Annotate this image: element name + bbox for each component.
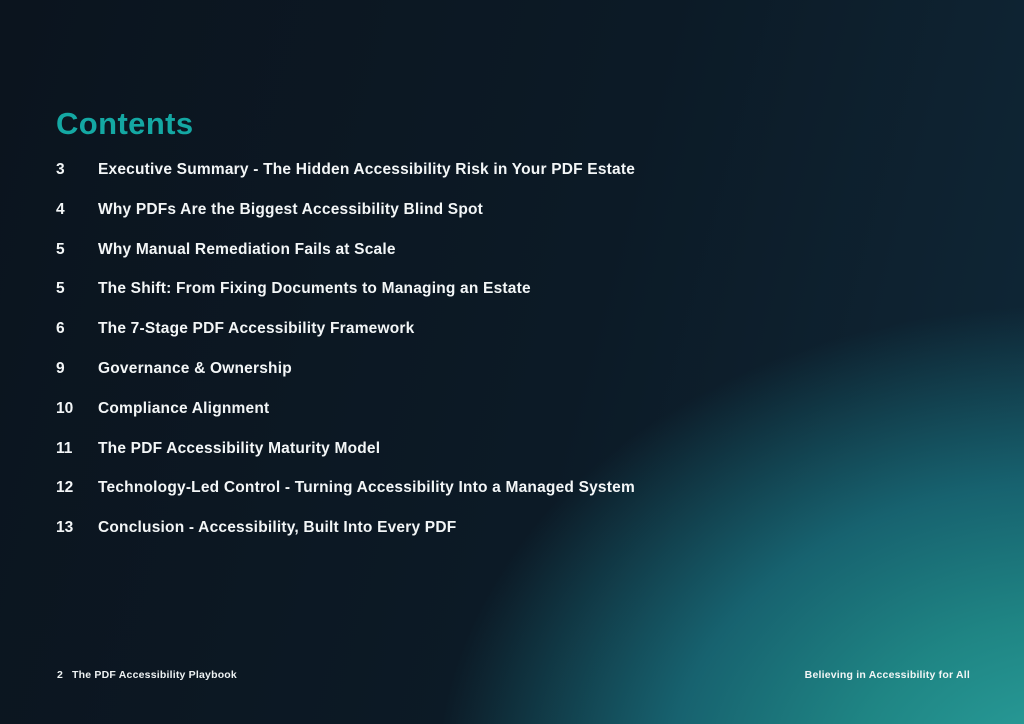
- table-of-contents: [56, 161, 756, 559]
- toc-entry-executive-summary[interactable]: [56, 161, 756, 185]
- toc-entry-title: Compliance Alignment: [98, 399, 270, 417]
- footer-page-number: 2: [57, 669, 64, 681]
- toc-entry-title: The PDF Accessibility Maturity Model: [98, 439, 381, 457]
- contents-heading: Contents: [56, 106, 194, 141]
- toc-page-number: 10: [56, 399, 74, 417]
- toc-entry-title: Why Manual Remediation Fails at Scale: [98, 240, 396, 258]
- toc-entry-title: Conclusion - Accessibility, Built Into Every PDF: [98, 519, 457, 537]
- toc-page-number: 12: [56, 479, 74, 497]
- toc-entry-title: Executive Summary - The Hidden Accessibility Risk in Your PDF Estate: [98, 161, 636, 178]
- toc-entry-7-stage-framework[interactable]: [56, 320, 756, 344]
- toc-entry-governance-ownership[interactable]: [56, 360, 756, 384]
- toc-page-number: 6: [56, 320, 65, 338]
- toc-page-number: 5: [56, 280, 65, 298]
- toc-entry-technology-led-control[interactable]: [56, 479, 756, 503]
- toc-entry-why-pdfs-blind-spot[interactable]: [56, 201, 756, 225]
- toc-entry-title: Technology-Led Control - Turning Accessibility Into a Managed System: [98, 479, 635, 497]
- footer-document-title: The PDF Accessibility Playbook: [72, 669, 237, 681]
- footer-tagline: Believing in Accessibility for All: [804, 669, 970, 681]
- toc-entry-title: The Shift: From Fixing Documents to Managing an Estate: [98, 280, 531, 298]
- toc-entry-title: Why PDFs Are the Biggest Accessibility Blind Spot: [98, 200, 484, 218]
- toc-entry-manual-remediation[interactable]: [56, 241, 756, 265]
- toc-page-number: 11: [56, 439, 73, 457]
- toc-page-number: 9: [56, 359, 65, 377]
- toc-page-number: 13: [56, 519, 74, 537]
- toc-entry-maturity-model[interactable]: [56, 440, 756, 464]
- toc-entry-title: Governance & Ownership: [98, 359, 292, 377]
- toc-entry-compliance-alignment[interactable]: [56, 400, 756, 424]
- toc-entry-title: The 7-Stage PDF Accessibility Framework: [98, 320, 415, 338]
- footer-left: [57, 669, 237, 681]
- toc-entry-the-shift[interactable]: [56, 280, 756, 304]
- toc-page-number: 3: [56, 161, 65, 178]
- toc-page-number: 5: [56, 240, 65, 258]
- toc-entry-conclusion[interactable]: [56, 519, 756, 543]
- toc-page-number: 4: [56, 200, 65, 218]
